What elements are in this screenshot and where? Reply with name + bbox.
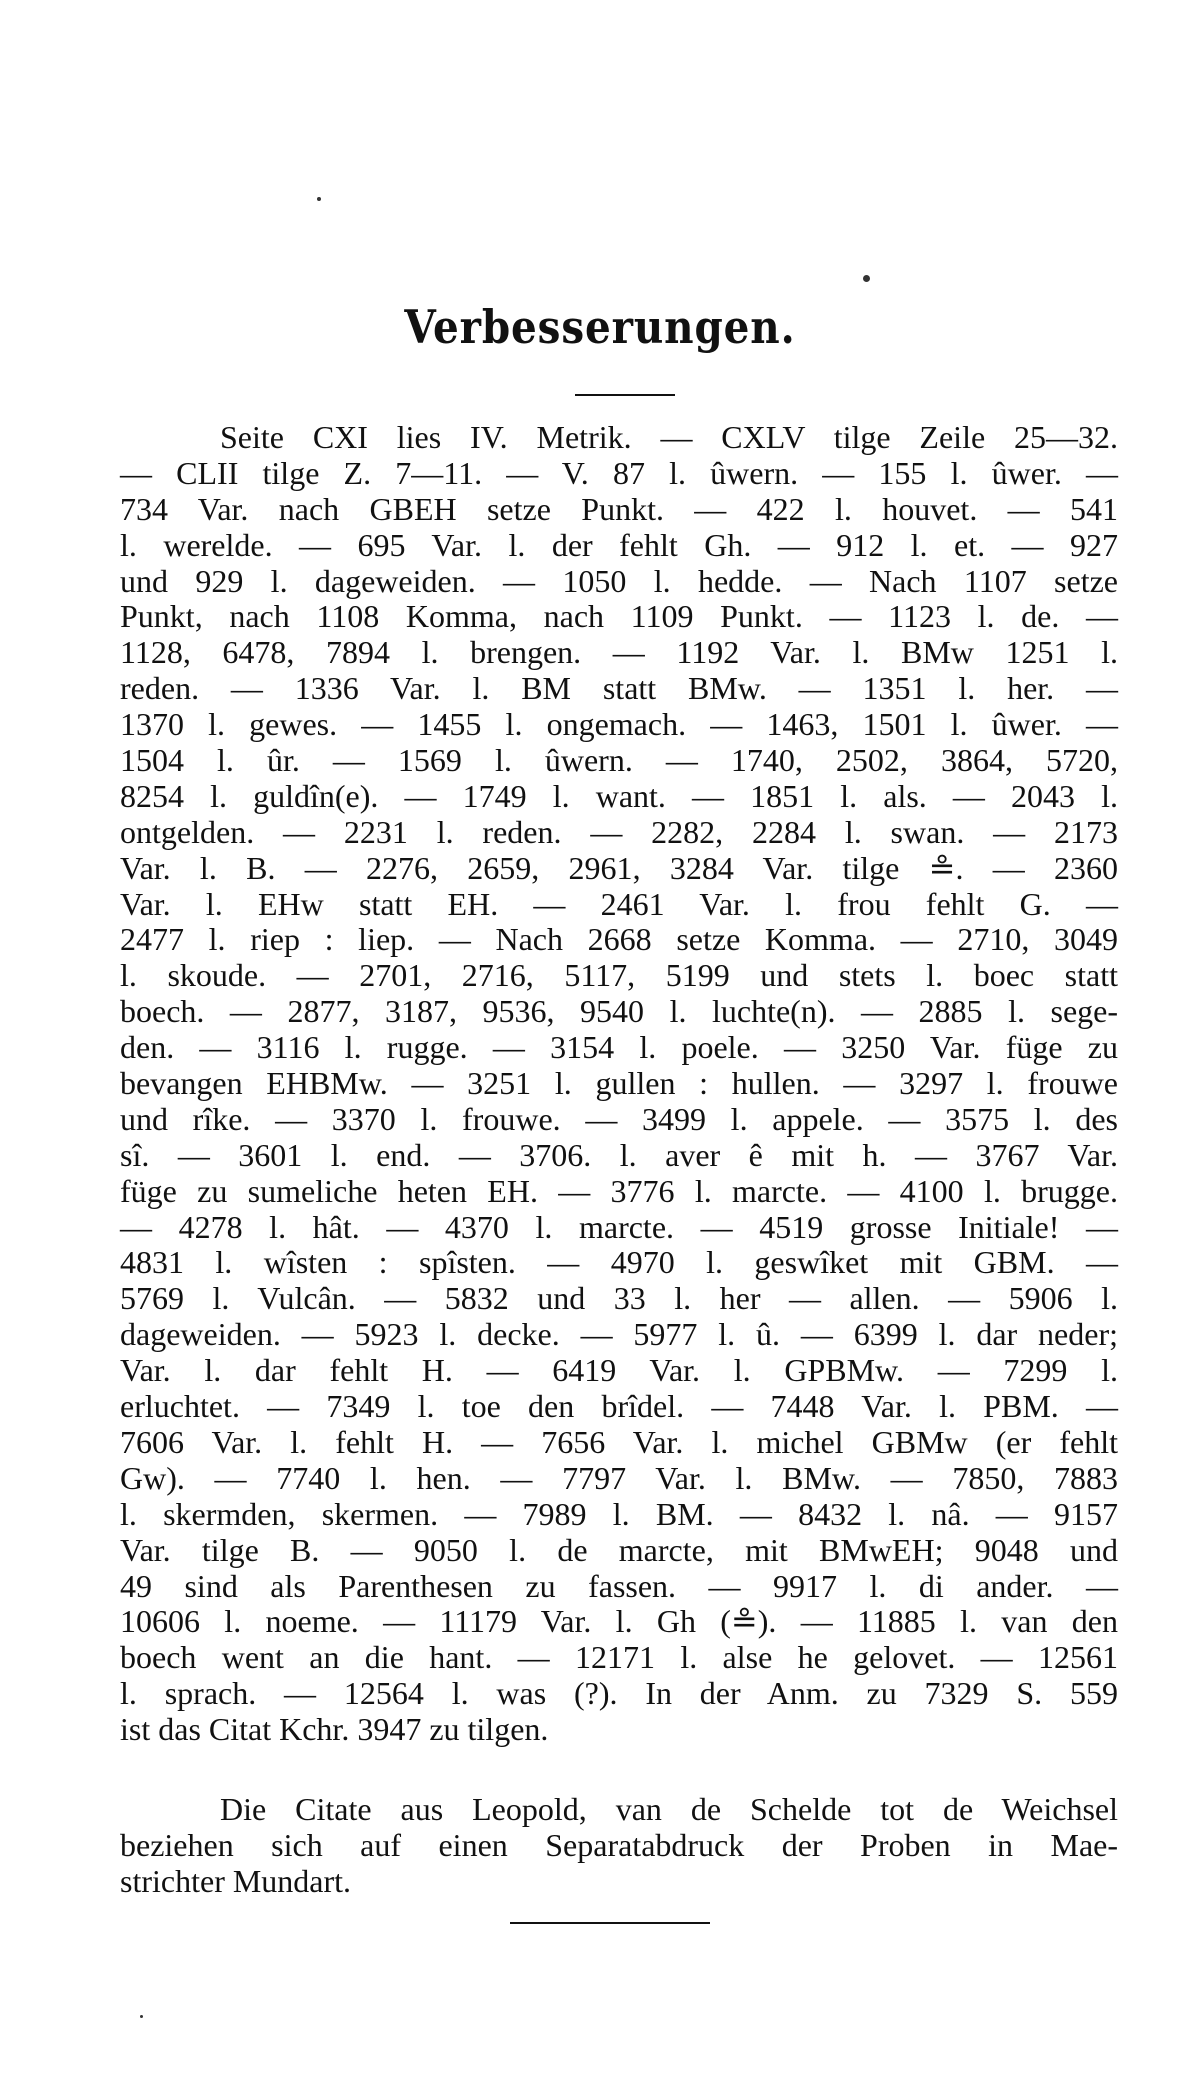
text-line: 1504 l. ûr. — 1569 l. ûwern. — 1740, 2502, 3864, 5720, xyxy=(120,742,1118,779)
page-title: Verbesserungen. xyxy=(404,300,796,354)
text-line: beziehen sich auf einen Separatabdruck der Proben in Mae- xyxy=(120,1826,1118,1863)
text-line: Die Citate aus Leopold, van de Schelde tot de Weichsel xyxy=(220,1791,1118,1827)
text-line: den. — 3116 l. rugge. — 3154 l. poele. — 3250 Var. füge zu xyxy=(120,1029,1118,1066)
text-line: Gw). — 7740 l. hen. — 7797 Var. l. BMw. — 7850, 7883 xyxy=(120,1459,1118,1496)
text-line: Var. l. EHw statt EH. — 2461 Var. l. frou fehlt G. — xyxy=(120,885,1118,922)
text-line: 1370 l. gewes. — 1455 l. ongemach. — 1463, 1501 l. ûwer. — xyxy=(120,706,1118,743)
citation-note xyxy=(120,1792,1118,1900)
end-divider xyxy=(510,1922,710,1924)
text-line: und rîke. — 3370 l. frouwe. — 3499 l. appele. — 3575 l. des xyxy=(120,1100,1118,1137)
text-line: Var. l. dar fehlt H. — 6419 Var. l. GPBMw. — 7299 l. xyxy=(120,1352,1118,1389)
text-line: sî. — 3601 l. end. — 3706. l. aver ê mit h. — 3767 Var. xyxy=(120,1136,1118,1173)
text-line: — CLII tilge Z. 7—11. — V. 87 l. ûwern. — 155 l. ûwer. — xyxy=(120,454,1118,491)
text-line: 8254 l. guldîn(e). — 1749 l. want. — 1851 l. als. — 2043 l. xyxy=(120,777,1118,814)
text-line: erluchtet. — 7349 l. toe den brîdel. — 7448 Var. l. PBM. — xyxy=(120,1388,1118,1425)
text-line: l. sprach. — 12564 l. was (?). In der Anm. zu 7329 S. 559 xyxy=(120,1675,1118,1712)
text-line: dageweiden. — 5923 l. decke. — 5977 l. û. — 6399 l. dar neder; xyxy=(120,1316,1118,1353)
text-line: 4831 l. wîsten : spîsten. — 4970 l. geswîket mit GBM. — xyxy=(120,1244,1118,1281)
text-line: strichter Mundart. xyxy=(120,1862,352,1899)
text-line: Var. l. B. — 2276, 2659, 2961, 3284 Var. tilge ≗. — 2360 xyxy=(120,849,1118,886)
text-line: Punkt, nach 1108 Komma, nach 1109 Punkt. — 1123 l. de. — xyxy=(120,598,1118,635)
ink-speck xyxy=(140,2015,143,2018)
ink-speck xyxy=(317,197,321,201)
text-line: 7606 Var. l. fehlt H. — 7656 Var. l. michel GBMw (er fehlt xyxy=(120,1423,1118,1460)
text-line: und 929 l. dageweiden. — 1050 l. hedde. — Nach 1107 setze xyxy=(120,562,1118,599)
text-line: 49 sind als Parenthesen zu fassen. — 9917 l. di ander. — xyxy=(120,1567,1118,1604)
text-line: 734 Var. nach GBEH setze Punkt. — 422 l. houvet. — 541 xyxy=(120,490,1118,527)
text-line: — 4278 l. hât. — 4370 l. marcte. — 4519 grosse Initiale! — xyxy=(120,1208,1118,1245)
text-line: bevangen EHBMw. — 3251 l. gullen : hullen. — 3297 l. frouwe xyxy=(120,1065,1118,1102)
corrections-text xyxy=(120,420,1118,1748)
text-line: Var. tilge B. — 9050 l. de marcte, mit BMwEH; 9048 und xyxy=(120,1531,1118,1568)
text-line: Seite CXI lies IV. Metrik. — CXLV tilge Zeile 25—32. xyxy=(220,419,1118,455)
text-line: l. skoude. — 2701, 2716, 5117, 5199 und stets l. boec statt xyxy=(120,957,1118,994)
text-line: 2477 l. riep : liep. — Nach 2668 setze Komma. — 2710, 3049 xyxy=(120,921,1118,958)
ink-speck xyxy=(863,275,870,282)
text-line: füge zu sumeliche heten EH. — 3776 l. marcte. — 4100 l. brugge. xyxy=(120,1172,1118,1209)
text-line: reden. — 1336 Var. l. BM statt BMw. — 1351 l. her. — xyxy=(120,670,1118,707)
text-line: boech. — 2877, 3187, 9536, 9540 l. luchte(n). — 2885 l. sege- xyxy=(120,993,1118,1030)
text-line: ist das Citat Kchr. 3947 zu tilgen. xyxy=(120,1711,549,1748)
text-line: boech went an die hant. — 12171 l. alse he gelovet. — 12561 xyxy=(120,1639,1118,1676)
text-line: 10606 l. noeme. — 11179 Var. l. Gh (≗). — 11885 l. van den xyxy=(120,1603,1118,1640)
text-line: l. skermden, skermen. — 7989 l. BM. — 8432 l. nâ. — 9157 xyxy=(120,1495,1118,1532)
text-line: ontgelden. — 2231 l. reden. — 2282, 2284 l. swan. — 2173 xyxy=(120,813,1118,850)
text-line: 5769 l. Vulcân. — 5832 und 33 l. her — allen. — 5906 l. xyxy=(120,1280,1118,1317)
title-divider xyxy=(575,394,675,396)
text-line: 1128, 6478, 7894 l. brengen. — 1192 Var. l. BMw 1251 l. xyxy=(120,634,1118,671)
text-line: l. werelde. — 695 Var. l. der fehlt Gh. — 912 l. et. — 927 xyxy=(120,526,1118,563)
